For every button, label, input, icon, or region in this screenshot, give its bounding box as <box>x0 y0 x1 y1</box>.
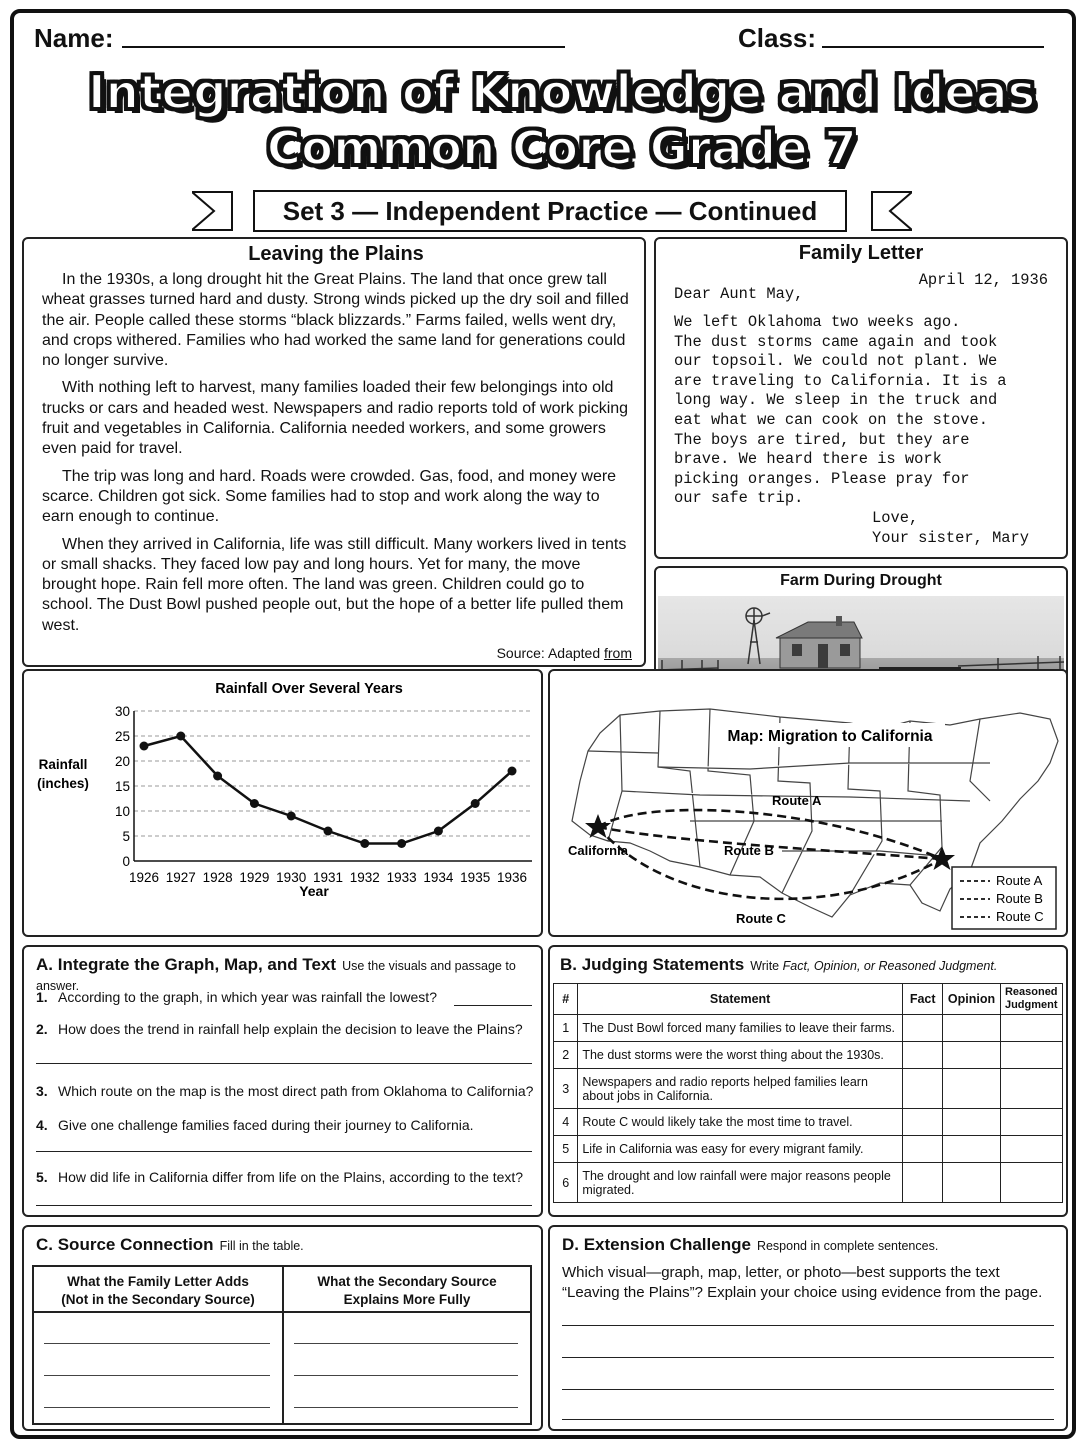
set-banner: Set 3 — Independent Practice — Continued <box>253 190 847 232</box>
chart-xtick-label: 1927 <box>165 870 196 885</box>
row-reasoned-cell[interactable] <box>1000 1109 1063 1136</box>
row-number: 4 <box>554 1109 578 1136</box>
chart-point-1927 <box>176 732 185 741</box>
map-label-route-a: Route A <box>772 793 822 808</box>
section-c-box <box>22 1225 543 1431</box>
answer-2-field[interactable] <box>36 1063 532 1064</box>
worksheet-page <box>10 9 1076 1439</box>
letter-line: brave. We heard there is work <box>674 450 942 469</box>
map-label-route-b: Route B <box>724 843 774 858</box>
legend-route-b: Route B <box>996 891 1043 906</box>
col-statement: Statement <box>578 984 903 1015</box>
letter-greeting: Dear Aunt May, <box>674 285 804 303</box>
secondary-line-1[interactable] <box>294 1343 518 1344</box>
row-reasoned-cell[interactable] <box>1000 1069 1063 1109</box>
page-title-line2: Common Core Grade 7 <box>267 121 857 175</box>
chart-ytick-label: 10 <box>114 804 130 819</box>
answer-5-field[interactable] <box>36 1205 532 1206</box>
question-3: 3. Which route on the map is the most direct path from Oklahoma to California? <box>36 1083 534 1099</box>
chart-xtick-label: 1934 <box>423 870 454 885</box>
chart-ytick-label: 15 <box>114 779 130 794</box>
chart-ylabel-line2: (inches) <box>37 776 89 791</box>
row-opinion-cell[interactable] <box>943 1069 1000 1109</box>
table-row <box>554 1109 1063 1136</box>
section-c-heading <box>36 1235 304 1255</box>
question-2: 2. How does the trend in rainfall help explain the decision to leave the Plains? <box>36 1021 523 1037</box>
chart-xtick-label: 1929 <box>239 870 270 885</box>
section-d-title: D. Extension Challenge <box>562 1235 751 1254</box>
passage-paragraph-2: With nothing left to harvest, many families loaded their few belongings into old trucks or cars and headed west. Newspapers and radio reports told of work picking fruit and vegetables in California. California needed workers, and some growers even paid for travel. <box>42 379 629 458</box>
chart-xtick-label: 1928 <box>202 870 233 885</box>
row-statement: Life in California was easy for every migrant family. <box>578 1136 903 1163</box>
section-b-title: B. Judging Statements <box>560 955 745 974</box>
letter-date: April 12, 1936 <box>918 271 1048 289</box>
letter-line: are traveling to California. It is a <box>674 371 1007 390</box>
section-c-instruction: Fill in the table. <box>219 1239 304 1253</box>
chart-xtick-label: 1932 <box>349 870 380 885</box>
letter-line: our topsoil. We could not plant. We <box>674 352 998 371</box>
section-d-instruction: Respond in complete sentences. <box>756 1239 939 1253</box>
extension-line-2[interactable] <box>562 1357 1054 1358</box>
table-row <box>554 1163 1063 1203</box>
chart-point-1936 <box>508 767 517 776</box>
judging-table <box>553 983 1063 1203</box>
table-row <box>554 1015 1063 1042</box>
section-d-box <box>548 1225 1068 1431</box>
rainfall-line-chart <box>24 671 541 935</box>
letter-closing: Love, <box>872 509 919 527</box>
row-statement: The Dust Bowl forced many families to leave their farms. <box>578 1015 903 1042</box>
row-number: 2 <box>554 1042 578 1069</box>
row-opinion-cell[interactable] <box>943 1042 1000 1069</box>
section-d-prompt: Which visual—graph, map, letter, or photo—best supports the text “Leaving the Plains”? Explain your choice using evidence from the page. <box>562 1264 1043 1301</box>
legend-route-a: Route A <box>996 873 1043 888</box>
col-letter-adds-header: What the Family Letter Adds (Not in the Secondary Source) <box>34 1267 282 1313</box>
chart-point-1930 <box>287 812 296 821</box>
table-row <box>554 1042 1063 1069</box>
map-title: Map: Migration to California <box>727 728 933 745</box>
answer-4-field[interactable] <box>36 1151 532 1152</box>
chart-point-1929 <box>250 799 259 808</box>
chart-ytick-label: 0 <box>122 854 130 869</box>
row-opinion-cell[interactable] <box>943 1109 1000 1136</box>
col-fact: Fact <box>902 984 943 1015</box>
row-fact-cell[interactable] <box>902 1109 943 1136</box>
row-fact-cell[interactable] <box>902 1069 943 1109</box>
migration-map <box>550 671 1066 935</box>
legend-route-c: Route C <box>996 909 1044 924</box>
chart-point-1926 <box>140 742 149 751</box>
col-opinion: Opinion <box>943 984 1000 1015</box>
question-5: 5. How did life in California differ from life on the Plains, according to the text? <box>36 1169 524 1185</box>
section-a-box <box>22 945 543 1217</box>
name-field[interactable] <box>122 46 565 48</box>
question-4: 4. Give one challenge families faced during their journey to California. <box>36 1117 474 1133</box>
name-label: Name: <box>34 23 114 53</box>
row-statement: The drought and low rainfall were major reasons people migrated. <box>578 1163 903 1203</box>
chart-point-1934 <box>434 827 443 836</box>
row-statement: The dust storms were the worst thing about the 1930s. <box>578 1042 903 1069</box>
letter-signature: Your sister, Mary <box>872 529 1030 547</box>
chart-point-1933 <box>397 839 406 848</box>
chart-ytick-label: 25 <box>114 729 130 744</box>
row-fact-cell[interactable] <box>902 1015 943 1042</box>
row-statement: Route C would likely take the most time to travel. <box>578 1109 903 1136</box>
letter-line: We left Oklahoma two weeks ago. <box>674 313 961 331</box>
chart-ytick-label: 30 <box>114 704 130 719</box>
row-statement: Newspapers and radio reports helped families learn about jobs in California. <box>578 1069 903 1109</box>
row-reasoned-cell[interactable] <box>1000 1163 1063 1203</box>
map-label-california: California <box>568 843 628 858</box>
letter-line: The dust storms came again and took <box>674 332 998 351</box>
class-field[interactable] <box>822 46 1044 48</box>
letter-line: our safe trip. <box>674 489 804 508</box>
map-box <box>548 669 1068 937</box>
secondary-line-2[interactable] <box>294 1375 518 1376</box>
letter-line: eat what we can cook on the stove. <box>674 410 989 429</box>
chart-xtick-label: 1933 <box>386 870 417 885</box>
section-a-title: A. Integrate the Graph, Map, and Text <box>36 955 337 974</box>
row-opinion-cell[interactable] <box>943 1163 1000 1203</box>
chart-xtick-label: 1931 <box>312 870 344 885</box>
row-number: 5 <box>554 1136 578 1163</box>
row-reasoned-cell[interactable] <box>1000 1042 1063 1069</box>
letter-adds-line-3[interactable] <box>44 1407 270 1408</box>
chart-point-1928 <box>213 772 222 781</box>
col-secondary-explains <box>284 1267 530 1423</box>
extension-line-3[interactable] <box>562 1389 1054 1390</box>
col-num: # <box>554 984 578 1015</box>
section-b-instruction: Write Fact, Opinion, or Reasoned Judgment. <box>750 959 998 973</box>
chart-ylabel-line1: Rainfall <box>38 757 88 772</box>
letter-adds-line-2[interactable] <box>44 1375 270 1376</box>
chart-point-1935 <box>471 799 480 808</box>
row-number: 3 <box>554 1069 578 1109</box>
chart-ytick-label: 20 <box>114 754 130 769</box>
chart-xlabel: Year <box>299 883 329 899</box>
section-b-box <box>548 945 1068 1217</box>
chart-xtick-label: 1936 <box>496 870 528 885</box>
letter-line: long way. We sleep in the truck and <box>674 391 998 410</box>
chart-xtick-label: 1926 <box>128 870 160 885</box>
letter-line: picking oranges. Please pray for <box>674 469 970 488</box>
source-connection-table <box>32 1265 532 1425</box>
row-fact-cell[interactable] <box>902 1042 943 1069</box>
chart-point-1932 <box>360 839 369 848</box>
passage-body <box>42 270 630 636</box>
question-1: 1. According to the graph, in which year was rainfall the lowest? <box>36 989 437 1005</box>
page-title-line1: Integration of Knowledge and Ideas <box>88 65 1036 119</box>
letter-adds-line-1[interactable] <box>44 1343 270 1344</box>
passage-source <box>497 645 632 661</box>
section-a-instruction: Use the visuals and passage to answer. <box>36 959 516 993</box>
map-label-route-c: Route C <box>736 911 786 926</box>
section-c-title: C. Source Connection <box>36 1235 214 1254</box>
table-row <box>554 1136 1063 1163</box>
passage-paragraph-3: The trip was long and hard. Roads were crowded. Gas, food, and money were scarce. Children got sick. Some families had to stop and work along the way to earn enough to continue. <box>42 467 617 526</box>
chart-ytick-label: 5 <box>122 829 130 844</box>
row-number: 1 <box>554 1015 578 1042</box>
col-secondary-explains-header: What the Secondary Source Explains More Fully <box>284 1267 530 1313</box>
row-fact-cell[interactable] <box>902 1163 943 1203</box>
source-link[interactable]: from <box>604 645 632 661</box>
table-row <box>554 1069 1063 1109</box>
extension-line-4[interactable] <box>562 1419 1054 1420</box>
chart-xtick-label: 1935 <box>460 870 491 885</box>
row-reasoned-cell[interactable] <box>1000 1136 1063 1163</box>
passage-paragraph-1: In the 1930s, a long drought hit the Great Plains. The land that once grew tall wheat grasses turned hard and dusty. Strong winds picked up the dry soil and filled the air. People called these storms “black blizzards.” Farms failed, wells went dry, and crops withered. Families who had worked the same land for generations could no longer survive. <box>42 271 629 370</box>
source-prefix: Source: Adapted <box>496 645 604 661</box>
letter-box <box>654 237 1068 559</box>
chart-title: Rainfall Over Several Years <box>215 681 403 697</box>
passage-box <box>22 237 646 667</box>
map-legend <box>952 867 1056 929</box>
chart-point-1931 <box>324 827 333 836</box>
section-d-heading <box>562 1235 938 1255</box>
chart-xtick-label: 1930 <box>276 870 307 885</box>
row-number: 6 <box>554 1163 578 1203</box>
letter-line: The boys are tired, but they are <box>674 430 970 449</box>
row-reasoned-cell[interactable] <box>1000 1015 1063 1042</box>
extension-line-1[interactable] <box>562 1325 1054 1326</box>
answer-1-field[interactable] <box>454 1005 532 1006</box>
passage-title: Leaving the Plains <box>248 243 424 265</box>
section-b-heading <box>560 955 997 975</box>
rainfall-chart-box <box>22 669 543 937</box>
letter-body <box>674 313 1007 509</box>
class-label: Class: <box>738 23 817 53</box>
letter-title: Family Letter <box>798 242 924 264</box>
row-opinion-cell[interactable] <box>943 1136 1000 1163</box>
row-opinion-cell[interactable] <box>943 1015 1000 1042</box>
col-reasoned: Reasoned Judgment <box>1000 984 1063 1015</box>
photo-title: Farm During Drought <box>780 572 942 589</box>
secondary-line-3[interactable] <box>294 1407 518 1408</box>
row-fact-cell[interactable] <box>902 1136 943 1163</box>
col-letter-adds <box>34 1267 284 1423</box>
passage-paragraph-4: When they arrived in California, life was still difficult. Many workers lived in tents or small shacks. They faced low pay and long hours. Yet for many, the move brought hope. Rain fell more often. The land was green. Children could go to school. The Dust Bowl pushed people out, but the hope of a better life pulled them west. <box>42 535 627 634</box>
